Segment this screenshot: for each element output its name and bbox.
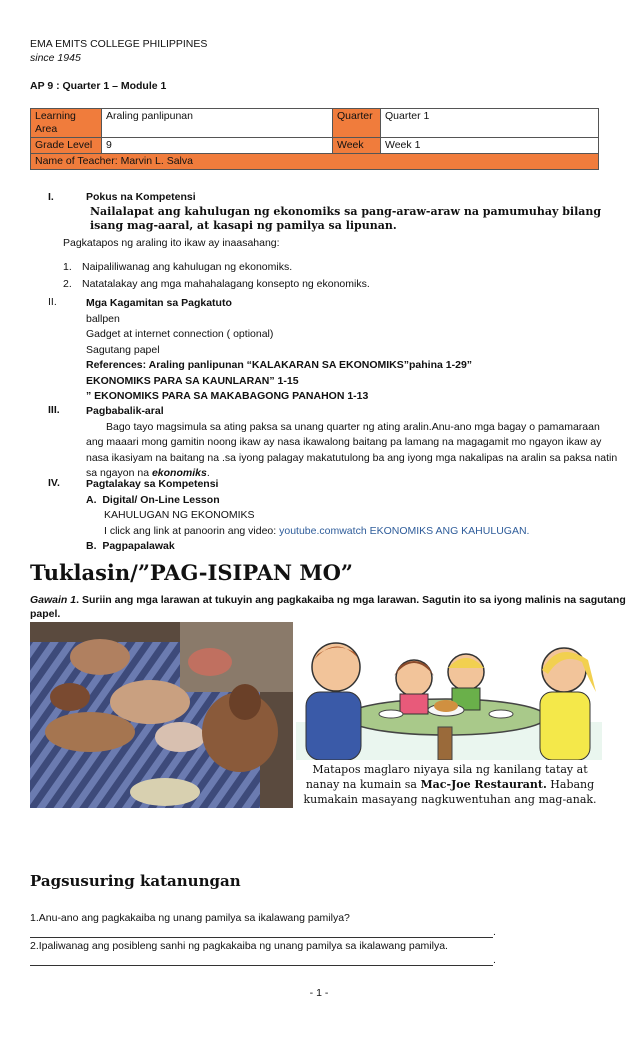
answer-line-1[interactable] (30, 937, 493, 938)
week-label: Week (333, 138, 381, 154)
gawain-text: . Suriin ang mga larawan at tukuyin ang pagkakaiba ng mga larawan. Sagutin ito sa iyong malinis na sagutang (76, 594, 626, 606)
reference-label: References (86, 359, 143, 371)
reference-line (86, 358, 472, 374)
answer-line-2[interactable] (30, 965, 493, 966)
section3-num: III. (48, 404, 60, 416)
since-line: since 1945 (30, 52, 81, 64)
competency-line: isang mag-aaral, at kasapi ng pamilya sa lipunan. (90, 219, 397, 232)
gawain-instruction (30, 593, 626, 621)
material-item: ballpen (86, 312, 120, 325)
review-paragraph-line: ang maaari mong gamitin noong ikaw ay nasa ikawalong baitang pa lamang na magagamit mo ngayon ikaw ay (86, 436, 602, 448)
module-title: AP 9 : Quarter 1 – Module 1 (30, 80, 167, 92)
reference-2: EKONOMIKS PARA SA KAUNLARAN” 1-15 (86, 374, 299, 387)
grade-label: Grade Level (31, 138, 102, 154)
subsection-b-title: Pagpapalawak (102, 540, 175, 552)
grade-value: 9 (102, 138, 333, 154)
illustration-caption (300, 762, 600, 807)
section1-title: Pokus na Kompetensi (86, 191, 196, 203)
objectives-intro: Pagkatapos ng araling ito ikaw ay inaasahang: (63, 237, 280, 249)
subsection-a-title: Digital/ On-Line Lesson (102, 493, 220, 506)
restaurant-name: Mac-Joe Restaurant. (420, 778, 547, 791)
section2-body (86, 296, 472, 405)
poor-family-photo (30, 622, 293, 808)
teacher-name: Name of Teacher: Marvin L. Salva (31, 154, 599, 170)
tuklasin-heading: Tuklasin/”PAG-ISIPAN MO” (30, 560, 354, 585)
week-value: Week 1 (381, 138, 599, 154)
answer-end-mark: . (493, 954, 496, 966)
quarter-value: Quarter 1 (381, 109, 599, 138)
page-number: - 1 - (309, 987, 329, 999)
pagsusuri-heading: Pagsusuring katanungan (30, 872, 241, 890)
material-item: Gadget at internet connection ( optional) (86, 328, 274, 340)
video-instruction-text: I click ang link at panoorin ang video: (104, 524, 280, 537)
section4-body (86, 477, 529, 555)
video-link[interactable]: youtube.comwatch EKONOMIKS ANG KAHULUGAN. (279, 524, 530, 537)
subsection-a-label: A. (86, 493, 97, 506)
reference-3: ” EKONOMIKS PARA SA MAKABAGONG PANAHON 1-13 (86, 390, 369, 402)
review-paragraph-line: Bago tayo magsimula sa ating paksa sa unang quarter ng ating aralin.Anu-ano mga bagay o pamamaraan (106, 420, 600, 433)
section3-body (86, 404, 617, 482)
subsection-a (86, 493, 529, 509)
quarter-label: Quarter (333, 109, 381, 138)
question-1: 1.Anu-ano ang pagkakaiba ng unang pamilya sa ikalawang pamilya? (30, 912, 350, 924)
caption-line (300, 777, 600, 792)
happy-family-illustration (296, 622, 602, 760)
text: sa ngayon na (86, 467, 152, 479)
question-2: 2.Ipaliwanag ang posibleng sanhi ng pagkakaiba ng unang pamilya sa ikalawang pamilya. (30, 940, 448, 952)
lesson-title: KAHULUGAN NG EKONOMIKS (104, 509, 255, 521)
caption-text: Habang (546, 778, 595, 791)
objective-item: Natatalakay ang mga mahahalagang konsepto ng ekonomiks. (82, 278, 370, 290)
objective-num: 1. (63, 261, 72, 273)
section1-num: I. (48, 191, 54, 203)
review-paragraph-line: nasa ikasiyam na baitang na .sa iyong palagay makatutulong ba ang iyong mga nakalipas na aralin sa paksa natin (86, 451, 618, 464)
text: . (206, 467, 210, 479)
gawain-label: Gawain 1 (30, 594, 77, 606)
objective-item: Naipaliliwanag ang kahulugan ng ekonomiks. (82, 261, 293, 273)
gawain-line (30, 593, 626, 607)
caption-text: nanay na kumain sa (305, 778, 421, 791)
emphasis-ekonomiks: ekonomiks (151, 467, 207, 479)
caption-line: Matapos maglaro niyaya sila ng kanilang tatay at (312, 763, 588, 776)
caption-line: kumakain masayang nagkuwentuhan ang mag-anak. (303, 793, 597, 806)
objective-num: 2. (63, 278, 72, 290)
school-name: EMA EMITS COLLEGE PHILIPPINES (30, 38, 208, 50)
section3-title: Pagbabalik-aral (86, 405, 164, 417)
answer-end-mark: . (493, 926, 496, 938)
learning-area-value: Araling panlipunan (102, 109, 333, 138)
section4-num: IV. (48, 477, 60, 489)
subsection-b (86, 539, 529, 555)
section2-title: Mga Kagamitan sa Pagkatuto (86, 297, 232, 309)
subsection-b-label: B. (86, 540, 97, 552)
material-item: Sagutang papel (86, 343, 160, 356)
competency-line: Nailalapat ang kahulugan ng ekonomiks sa pang-araw-araw na pamumuhay bilang (90, 205, 602, 218)
competency-text (90, 205, 601, 233)
gawain-line: papel. (30, 608, 61, 620)
info-table (30, 108, 599, 170)
section4-title: Pagtalakay sa Kompetensi (86, 478, 219, 490)
reference-1: : Araling panlipunan “KALAKARAN SA EKONOMIKS”pahina 1-29” (142, 359, 473, 371)
video-instruction (86, 524, 529, 540)
learning-area-label: Learning Area (31, 109, 102, 138)
section2-num: II. (48, 296, 57, 308)
